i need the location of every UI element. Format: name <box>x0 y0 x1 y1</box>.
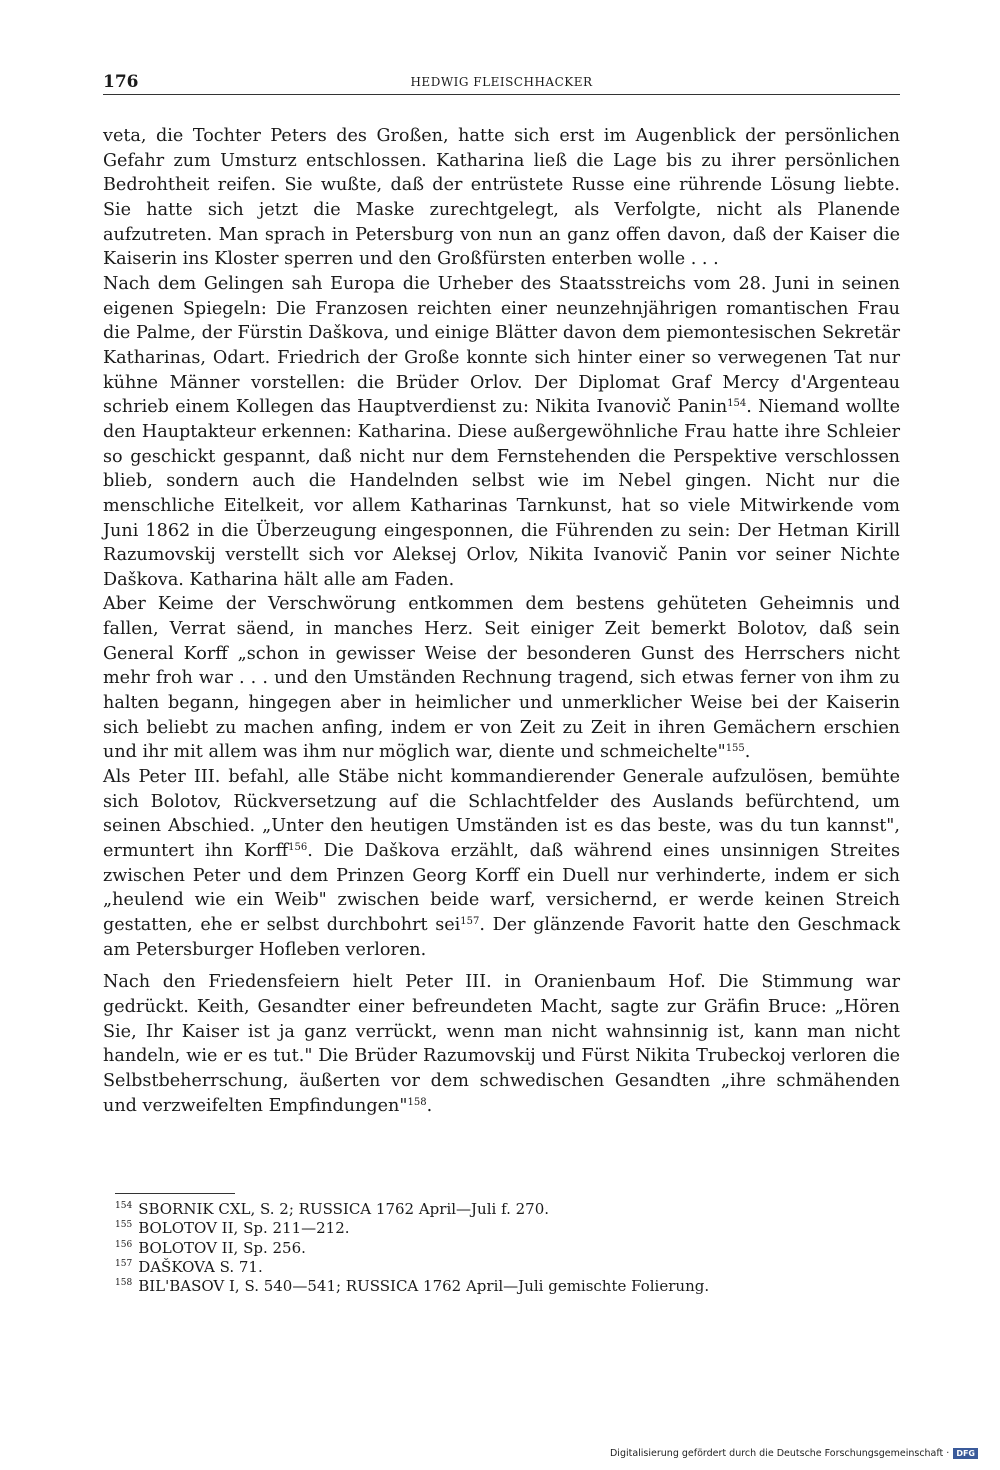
footnote-number: 154 <box>115 1201 133 1211</box>
dfg-logo-icon: DFG <box>953 1448 978 1459</box>
footnotes <box>115 1200 895 1296</box>
footnote-number: 158 <box>115 1278 133 1289</box>
paragraph-text: veta, die Tochter Peters des Großen, hatte sich erst im Augenblick der persönlichen Gefahr zum Umsturz entschlossen. Katharina ließ die Lage bis zu ihrer persönlichen Bedrohtheit reifen. Sie wußte, daß der entrüstete Russe eine rührende Lösung liebte. Sie hatte sich jetzt die Maske zurechtgelegt, als Verfolgte, nicht als Planende aufzutreten. Man sprach in Petersburg von nun an ganz offen davon, daß der Kaiser die Kaiserin ins Kloster sperren und den Großfürsten enterben wolle . . . <box>103 126 900 270</box>
running-header <box>103 72 900 95</box>
paragraph-text: Nach den Friedensfeiern hielt Peter III. in Oranienbaum Hof. Die Stimmung war gedrückt. Keith, Gesandter einer befreundeten Macht, sagte zur Gräfin Bruce: „Hören Sie, Ihr Kaiser ist ja ganz verrückt, wenn man nicht wahnsinnig ist, kann man nicht handeln, wie er es tut." Die Brüder Razumovskij und Fürst Nikita Trubeckoj verloren die Selbstbeherrschung, äußerten vor dem schwedischen Gesandten „ihre schmähenden und verzweifelten Empfindungen" <box>103 972 900 1116</box>
paragraph-3 <box>103 592 900 765</box>
paragraph-text: . Der glänzende Favorit hatte den Geschmack am Petersburger Hofleben verloren. <box>103 915 900 960</box>
footnote-item <box>115 1258 895 1277</box>
footnote-ref[interactable]: 157 <box>460 916 480 927</box>
footnote-ref[interactable]: 156 <box>288 842 308 854</box>
footnote-number: 155 <box>115 1220 133 1231</box>
page-number: 176 <box>103 72 139 92</box>
footnote-text: BIL'BASOV I, S. 540—541; RUSSICA 1762 April—Juli gemischte Folierung. <box>138 1277 710 1296</box>
paragraph-1 <box>103 124 900 272</box>
paragraph-4 <box>103 765 900 962</box>
footnote-ref[interactable]: 154 <box>727 398 747 410</box>
footnote-item <box>115 1200 895 1219</box>
paragraph-text: Als Peter III. befahl, alle Stäbe nicht kommandierender Generale aufzulösen, bemühte sich Bolotov, Rückversetzung auf die Schlachtfelder des Auslands befürchtend, um seinen Abschied. „Unter den heutigen Umständen ist es das beste, was du tun kannst", ermuntert ihn Korff <box>103 767 900 862</box>
footnote-item <box>115 1277 895 1296</box>
footnote-ref[interactable]: 155 <box>725 743 745 755</box>
footnote-text: DAŠKOVA S. 71. <box>138 1257 263 1276</box>
footnote-text: BOLOTOV II, Sp. 256. <box>138 1238 306 1257</box>
paragraph-text: . Niemand wollte den Hauptakteur erkennen: Katharina. Diese außergewöhnliche Frau hatte ihre Schleier so geschickt gespannt, daß nicht nur dem Fernstehenden die Perspektive verschlossen blieb, sondern auch die Handelnden selbst wie im Nebel gingen. Nicht nur die menschliche Eitelkeit, vor allem Katharinas Tarnkunst, hat so viele Mitwirkende vom Juni 1862 in die Überzeugung eingesponnen, die Führenden zu sein: Der Hetman Kirill Razumovskij verstellt sich vor Aleksej Orlov, Nikita Ivanovič Panin vor seiner Nichte Daškova. Katharina hält alle am Faden. <box>103 397 900 590</box>
footnote-text: BOLOTOV II, Sp. 211—212. <box>138 1219 350 1238</box>
paragraph-2 <box>103 272 900 593</box>
paragraph-text: Aber Keime der Verschwörung entkommen dem bestens gehüteten Geheimnis und fallen, Verrat säend, in manches Herz. Seit einiger Zeit bemerkt Bolotov, daß sein General Korff „schon in gewisser Weise der besonderen Gunst des Herrschers nicht mehr froh war . . . und den Umständen Rechnung tragend, sich etwas ferner von ihm zu halten begann, hingegen aber in heimlicher und unmerklicher Weise bei der Kaiserin sich beliebt zu machen anfing, indem er von Zeit zu Zeit in ihren Gemächern erschien und ihr mit allem was ihm nur möglich war, diente und schmeichelte" <box>103 594 900 763</box>
running-title: HEDWIG FLEISCHHACKER <box>410 75 593 89</box>
paragraph-5 <box>103 970 900 1118</box>
credit-text: Digitalisierung gefördert durch die Deutsche Forschungsgemeinschaft · <box>609 1448 950 1459</box>
body-text <box>103 124 900 1118</box>
paragraph-text: Nach dem Gelingen sah Europa die Urheber des Staatsstreichs vom 28. Juni in seinen eigenen Spiegeln: Die Franzosen reichten einer neunzehnjährigen romantischen Frau die Palme, der Fürstin Daškova, und einige Blätter davon dem piemontesischen Sekretär Katharinas, Odart. Friedrich der Große konnte sich hinter einer so verwegenen Tat nur kühne Männer vorstellen: die Brüder Orlov. Der Diplomat Graf Mercy d'Argenteau schrieb einem Kollegen das Hauptverdienst zu: Nikita Ivanovič Panin <box>103 273 900 418</box>
paragraph-text: . <box>744 742 751 763</box>
footnote-number: 157 <box>115 1258 133 1269</box>
footnote-item <box>115 1219 895 1238</box>
footnote-number: 156 <box>115 1239 133 1250</box>
footnote-item <box>115 1239 895 1258</box>
paragraph-text: . Die Daškova erzählt, daß während eines unsinnigen Streites zwischen Peter und dem Prinzen Georg Korff ein Duell nur verhinderte, indem er sich „heulend wie ein Weib" zwischen beide warf, versichernd, er werde keinen Streich gestatten, ehe er selbst durchbohrt sei <box>103 841 901 935</box>
footnote-text: SBORNIK CXL, S. 2; RUSSICA 1762 April—Juli f. 270. <box>138 1200 550 1218</box>
footnote-rule <box>115 1193 235 1194</box>
paragraph-text: . <box>426 1095 433 1116</box>
footnote-ref[interactable]: 158 <box>407 1096 427 1108</box>
digitization-credit <box>610 1448 978 1459</box>
